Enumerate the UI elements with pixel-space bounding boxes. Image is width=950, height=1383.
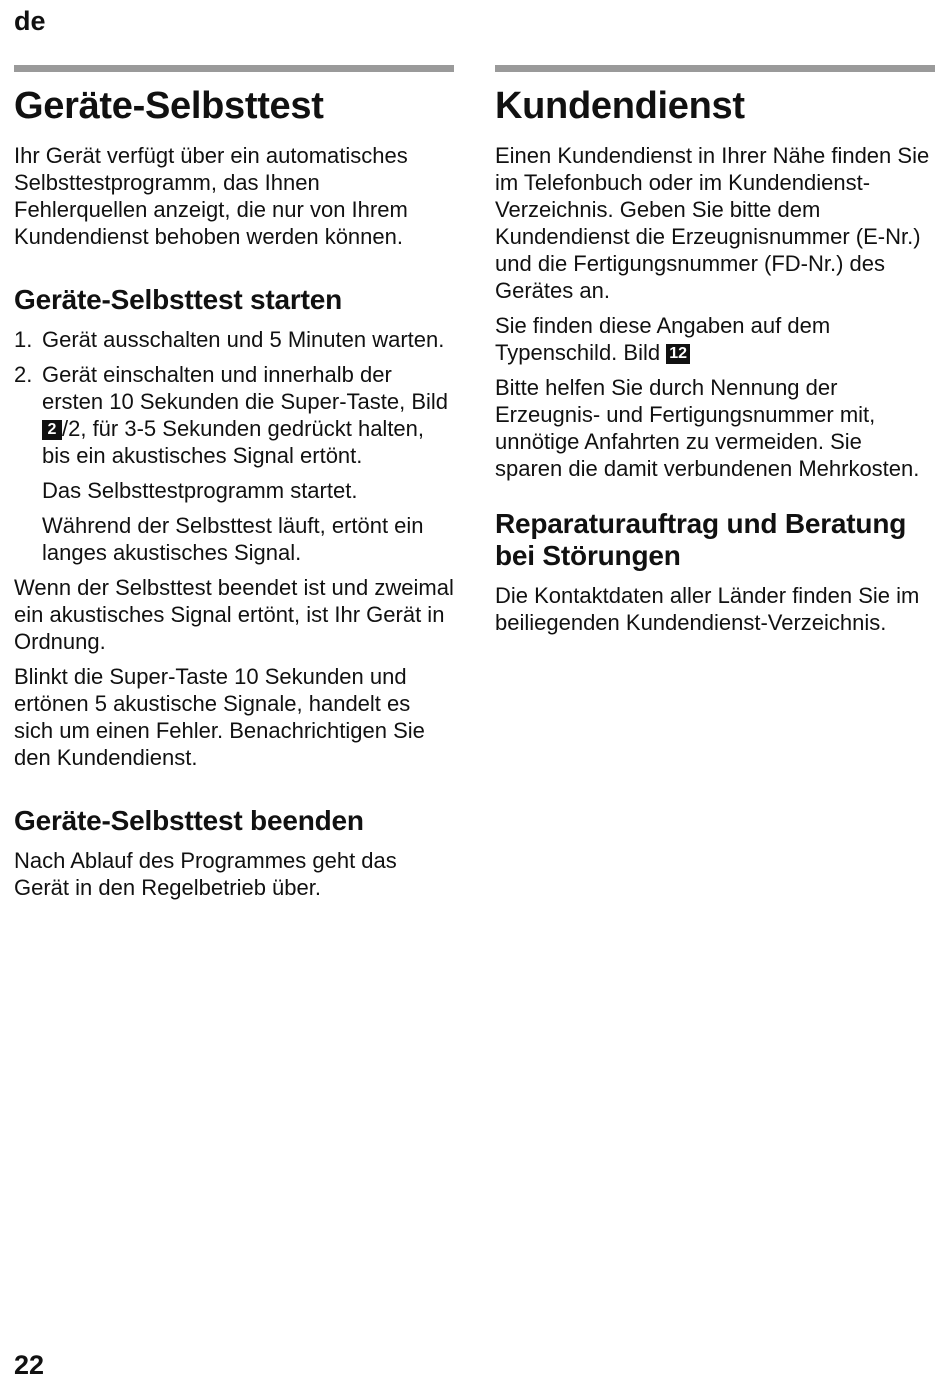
service-paragraph: Einen Kundendienst in Ihrer Nähe finden Sie im Telefonbuch oder im Kundendienst-Verzeichnis. Geben Sie bitte dem Kundendienst die Erzeugnisnummer (E-Nr.) und die Fertigungsnummer (FD-Nr.) des Gerätes an. — [495, 142, 930, 303]
repair-text: Die Kontaktdaten aller Länder finden Sie im beiliegenden Kundendienst-Verzeichnis. — [495, 583, 920, 636]
figure-reference-badge: 12 — [666, 344, 690, 364]
step-text: Gerät einschalten und innerhalb der ersten 10 Sekunden die Super-Taste, Bild — [42, 361, 449, 414]
selftest-title: Geräte-Selbsttest — [14, 85, 324, 127]
list-item — [14, 361, 454, 469]
section-rule — [14, 65, 454, 72]
selftest-end-heading: Geräte-Selbsttest beenden — [14, 804, 364, 836]
list-item — [14, 326, 454, 353]
step-result: Das Selbsttestprogramm startet. — [42, 477, 358, 503]
step-result: Während der Selbsttest läuft, ertönt ein langes akustisches Signal. — [42, 512, 424, 565]
page-number: 22 — [14, 1350, 45, 1380]
selftest-end-text: Nach Ablauf des Programmes geht das Gerät in den Regelbetrieb über. — [14, 848, 397, 901]
right-column — [495, 65, 935, 644]
selftest-steps — [14, 326, 454, 469]
selftest-error-text: Blinkt die Super-Taste 10 Sekunden und ertönen 5 akustische Signale, handelt es sich um einen Fehler. Benachrichtigen Sie den Kundendienst. — [14, 663, 425, 770]
step-text: Gerät ausschalten und 5 Minuten warten. — [42, 326, 445, 352]
left-column — [14, 65, 454, 909]
step-number: 2. — [14, 361, 33, 387]
selftest-start-heading: Geräte-Selbsttest starten — [14, 283, 343, 315]
service-title: Kundendienst — [495, 85, 745, 127]
service-text: Sie finden diese Angaben auf dem Typenschild. Bild — [495, 312, 831, 365]
step-text: /2, für 3-5 Sekunden gedrückt halten, bis ein akustisches Signal ertönt. — [42, 415, 425, 468]
step-number: 1. — [14, 326, 33, 352]
selftest-intro: Ihr Gerät verfügt über ein automatisches Selbsttestprogramm, das Ihnen Fehlerquellen anzeigt, die nur von Ihrem Kundendienst behoben werden können. — [14, 142, 408, 249]
service-paragraph: Bitte helfen Sie durch Nennung der Erzeugnis- und Fertigungsnummer mit, unnötige Anfahrten zu vermeiden. Sie sparen die damit verbundenen Mehrkosten. — [495, 374, 920, 481]
language-code: de — [14, 6, 46, 36]
repair-heading: Reparaturauftrag und Beratung bei Störungen — [495, 507, 907, 571]
service-paragraph — [495, 312, 935, 366]
section-rule — [495, 65, 935, 72]
figure-reference-badge: 2 — [42, 420, 62, 440]
selftest-ok-text: Wenn der Selbsttest beendet ist und zweimal ein akustisches Signal ertönt, ist Ihr Gerät in Ordnung. — [14, 574, 454, 654]
